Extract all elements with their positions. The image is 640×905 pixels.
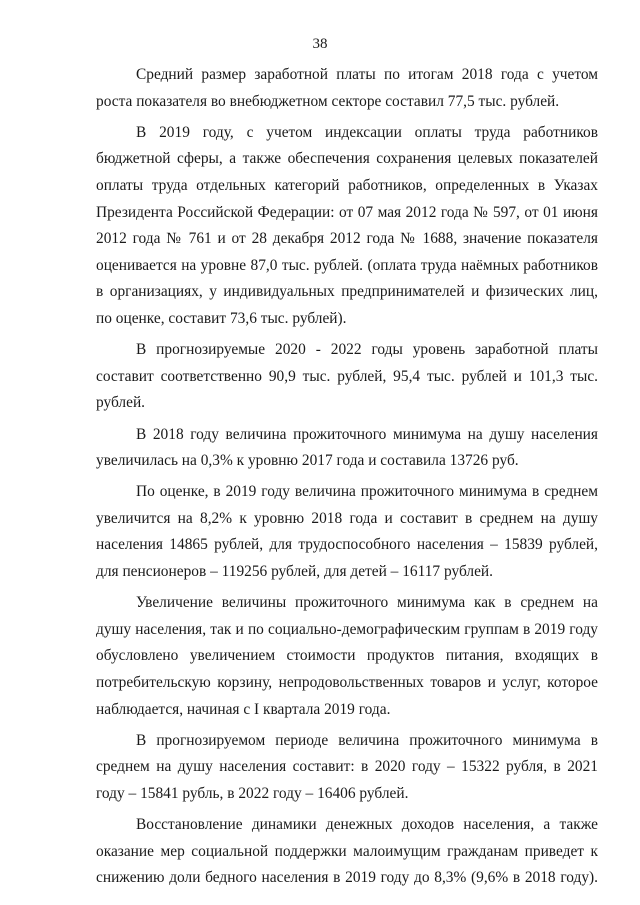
paragraph-salary-2019: В 2019 году, с учетом индексации оплаты труда работников бюджетной сферы, а также обеспечения сохранения целевых показателей оплаты труда отдельных категорий работников, определенных в Указах Президента Российской Федерации: от 07 мая 2012 года № 597, от 01 июня 2012 года № 761 и от 28 декабря 2012 года № 1688, значение показателя оценивается на уровне 87,0 тыс. рублей. (оплата труда наёмных работников в организациях, у индивидуальных предпринимателей и физических лиц, по оценке, составит 73,6 тыс. рублей). bbox=[96, 123, 598, 327]
paragraph-average-salary-2018: Средний размер заработной платы по итогам 2018 года с учетом роста показателя во внебюджетном секторе составил 77,5 тыс. рублей. bbox=[96, 66, 598, 110]
paragraph-subsistence-forecast: В прогнозируемом периоде величина прожиточного минимума в среднем на душу населения составит: в 2020 году – 15322 рубля, в 2021 году – 15841 рубль, в 2022 году – 16406 рублей. bbox=[96, 731, 598, 802]
document-body bbox=[96, 62, 598, 897]
paragraph-subsistence-2019: По оценке, в 2019 году величина прожиточного минимума в среднем увеличится на 8,2% к уровню 2018 года и составит в среднем на душу населения 14865 рублей, для трудоспособного населения – 15839 рублей, для пенсионеров – 119256 рублей, для детей – 16117 рублей. bbox=[96, 483, 598, 581]
page-number: 38 bbox=[312, 36, 328, 52]
paragraph-subsistence-growth-reason: Увеличение величины прожиточного минимума как в среднем на душу населения, так и по социально-демографическим группам в 2019 году обусловлено увеличением стоимости продуктов питания, входящих в потребительскую корзину, непродовольственных товаров и услуг, которое наблюдается, начиная с I квартала 2019 года. bbox=[96, 594, 598, 718]
paragraph-poverty-share: Восстановление динамики денежных доходов населения, а также оказание мер социальной поддержки малоимущим гражданам приведет к снижению доли бедного населения в 2019 году до 8,3% (9,6% в 2018 году). bbox=[96, 816, 598, 887]
paragraph-subsistence-2018: В 2018 году величина прожиточного минимума на душу населения увеличилась на 0,3% к уровню 2017 года и составила 13726 руб. bbox=[96, 425, 598, 470]
paragraph-salary-forecast: В прогнозируемые 2020 - 2022 годы уровень заработной платы составит соответственно 90,9 тыс. рублей, 95,4 тыс. рублей и 101,3 тыс. рублей. bbox=[96, 341, 598, 412]
